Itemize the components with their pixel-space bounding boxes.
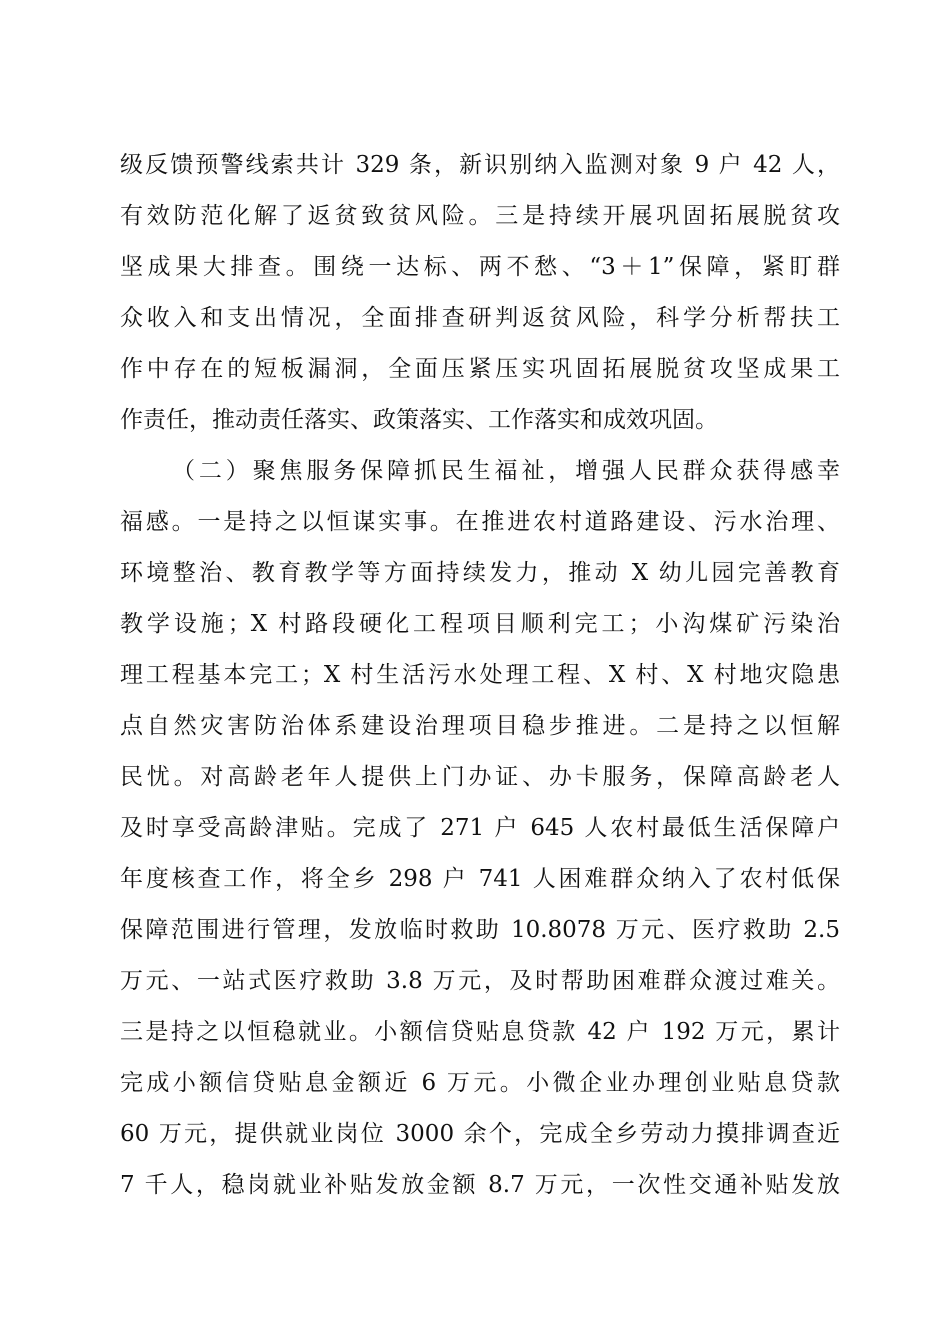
text-line: 点自然灾害防治体系建设治理项目稳步推进。二是持之以恒解 (120, 713, 840, 739)
text-line: 民忧。对高龄老年人提供上门办证、办卡服务，保障高龄老人 (120, 764, 840, 790)
text-line: 众收入和支出情况，全面排查研判返贫风险，科学分析帮扶工 (120, 305, 840, 331)
text-line: 福感。一是持之以恒谋实事。在推进农村道路建设、污水治理、 (120, 509, 840, 535)
text-line: 理工程基本完工；X 村生活污水处理工程、X 村、X 村地灾隐患 (120, 662, 840, 688)
text-line: 环境整治、教育教学等方面持续发力，推动 X 幼儿园完善教育 (120, 560, 840, 586)
text-line: 及时享受高龄津贴。完成了 271 户 645 人农村最低生活保障户 (120, 815, 840, 841)
text-line: 7 千人，稳岗就业补贴发放金额 8.7 万元，一次性交通补贴发放 (120, 1172, 840, 1198)
text-line: 作中存在的短板漏洞，全面压紧压实巩固拓展脱贫攻坚成果工 (120, 356, 840, 382)
text-line: 60 万元，提供就业岗位 3000 余个，完成全乡劳动力摸排调查近 (120, 1121, 840, 1147)
section-heading-line: （二）聚焦服务保障抓民生福祉，增强人民群众获得感幸 (172, 458, 840, 484)
text-line: 年度核查工作，将全乡 298 户 741 人困难群众纳入了农村低保 (120, 866, 840, 892)
body-text (120, 140, 840, 1211)
text-line: 作责任，推动责任落实、政策落实、工作落实和成效巩固。 (120, 407, 718, 433)
text-line: 完成小额信贷贴息金额近 6 万元。小微企业办理创业贴息贷款 (120, 1070, 840, 1096)
text-line: 有效防范化解了返贫致贫风险。三是持续开展巩固拓展脱贫攻 (120, 203, 840, 229)
text-line: 级反馈预警线索共计 329 条，新识别纳入监测对象 9 户 42 人， (120, 152, 840, 178)
text-line: 保障范围进行管理，发放临时救助 10.8078 万元、医疗救助 2.5 (120, 917, 840, 943)
text-line: 万元、一站式医疗救助 3.8 万元，及时帮助困难群众渡过难关。 (120, 968, 840, 994)
text-line: 坚成果大排查。围绕一达标、两不愁、“3＋1”保障，紧盯群 (120, 254, 840, 280)
text-line: 教学设施；X 村路段硬化工程项目顺利完工；小沟煤矿污染治 (120, 611, 840, 637)
text-line: 三是持之以恒稳就业。小额信贷贴息贷款 42 户 192 万元，累计 (120, 1019, 840, 1045)
